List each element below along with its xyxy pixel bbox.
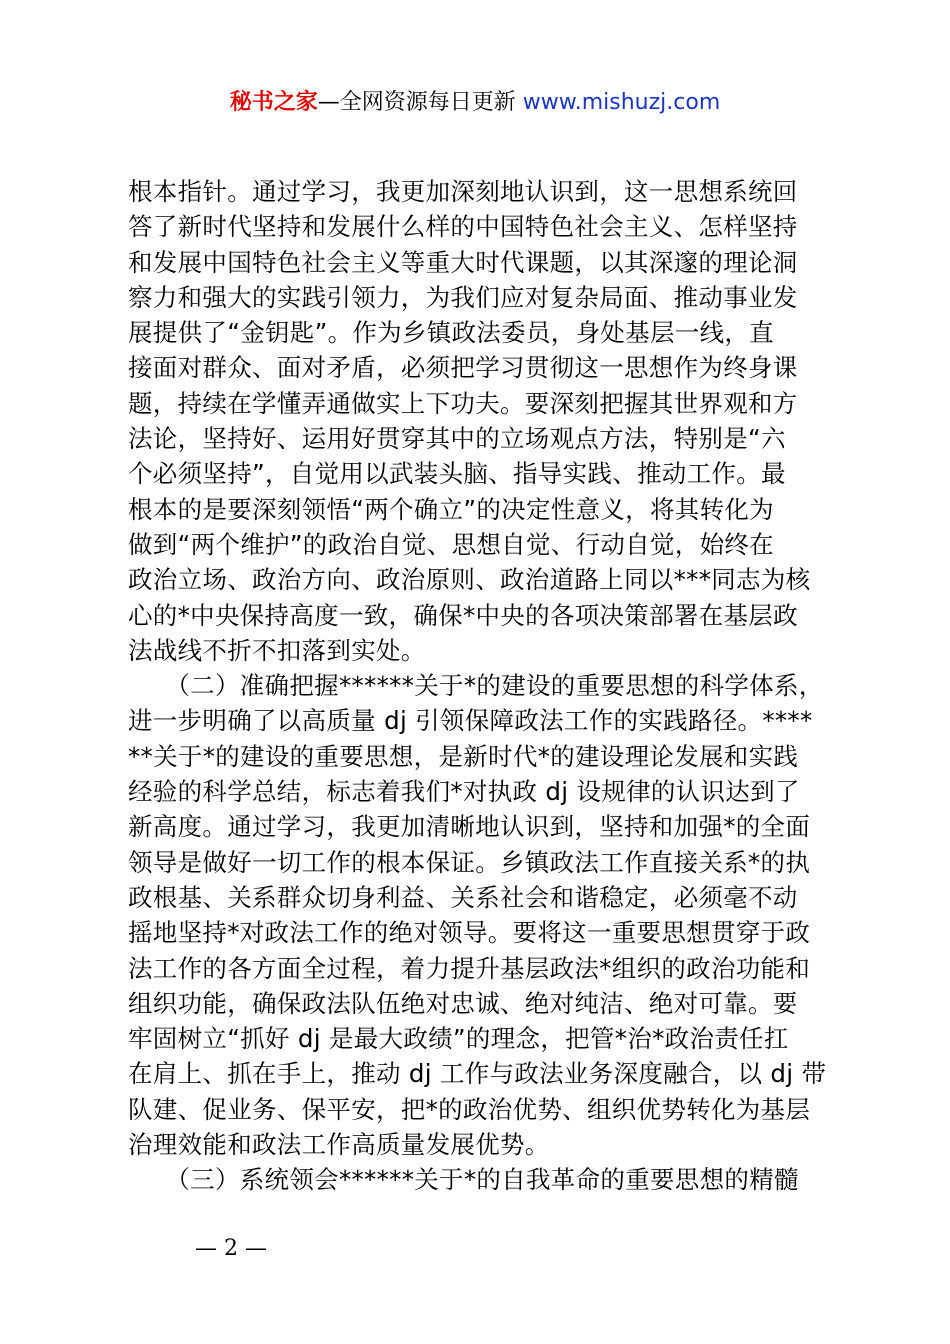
body-line: 展提供了“金钥匙”。作为乡镇政法委员，身处基层一线，直 [128, 318, 774, 348]
body-line: 法工作的各方面全过程，着力提升基层政法*组织的政治功能和 [128, 953, 811, 983]
body-line: 个必须坚持”，自觉用以武装头脑、指导实践、推动工作。最 [128, 459, 786, 489]
body-line: 察力和强大的实践引领力，为我们应对复杂局面、推动事业发 [128, 282, 798, 312]
body-line: 根本指针。通过学习，我更加深刻地认识到，这一思想系统回 [128, 177, 798, 206]
body-line: 题，持续在学懂弄通做实上下功夫。要深刻把握其世界观和方 [128, 388, 798, 418]
body-line: 做到“两个维护”的政治自觉、思想自觉、行动自觉，始终在 [128, 529, 774, 559]
body-line: 领导是做好一切工作的根本保证。乡镇政法工作直接关系*的执 [128, 847, 811, 877]
document-body [128, 174, 848, 1198]
header-tagline: —全网资源每日更新 [317, 90, 523, 115]
section-heading-line: （三）系统领会******关于*的自我革命的重要思想的精髓 [128, 1165, 799, 1195]
header-url-link[interactable]: www.mishuzj.com [522, 90, 721, 115]
body-line: 和发展中国特色社会主义等重大时代课题，以其深邃的理论洞 [128, 247, 798, 277]
body-line: 根本的是要深刻领悟“两个确立”的决定性意义，将其转化为 [128, 494, 774, 524]
body-line: 法论，坚持好、运用好贯穿其中的立场观点方法，特别是“六 [128, 424, 786, 454]
body-line: 接面对群众、面对矛盾，必须把学习贯彻这一思想作为终身课 [128, 353, 798, 383]
body-line: 牢固树立“抓好 dj 是最大政绩”的理念，把管*治*政治责任扛 [128, 1024, 789, 1054]
body-line: 进一步明确了以高质量 dj 引领保障政法工作的实践路径。**** [128, 706, 813, 736]
page-number: — 2 — [195, 1236, 267, 1261]
site-header [0, 88, 950, 118]
body-line: 队建、促业务、保平安，把*的政治优势、组织优势转化为基层 [128, 1094, 811, 1124]
body-line: 政治立场、政治方向、政治原则、政治道路上同以***同志为核 [128, 565, 811, 595]
body-line: 答了新时代坚持和发展什么样的中国特色社会主义、怎样坚持 [128, 212, 798, 242]
body-line: 法战线不折不扣落到实处。 [128, 635, 426, 665]
body-line: 政根基、关系群众切身利益、关系社会和谐稳定，必须毫不动 [128, 882, 798, 912]
body-line: 新高度。通过学习，我更加清晰地认识到，坚持和加强*的全面 [128, 812, 811, 842]
section-heading-line: （二）准确把握******关于*的建设的重要思想的科学体系， [128, 671, 824, 701]
body-line: **关于*的建设的重要思想，是新时代*的建设理论发展和实践 [128, 741, 799, 771]
body-line: 心的*中央保持高度一致，确保*中央的各项决策部署在基层政 [128, 600, 798, 630]
body-line: 经验的科学总结，标志着我们*对执政 dj 设规律的认识达到了 [128, 777, 800, 807]
body-line: 组织功能，确保政法队伍绝对忠诚、绝对纯洁、绝对可靠。要 [128, 988, 798, 1018]
body-line: 在肩上、抓在手上，推动 dj 工作与政法业务深度融合，以 dj 带 [128, 1059, 827, 1089]
body-line: 摇地坚持*对政法工作的绝对领导。要将这一重要思想贯穿于政 [128, 918, 811, 948]
body-line: 治理效能和政法工作高质量发展优势。 [128, 1130, 550, 1160]
brand-name: 秘书之家 [229, 90, 318, 115]
